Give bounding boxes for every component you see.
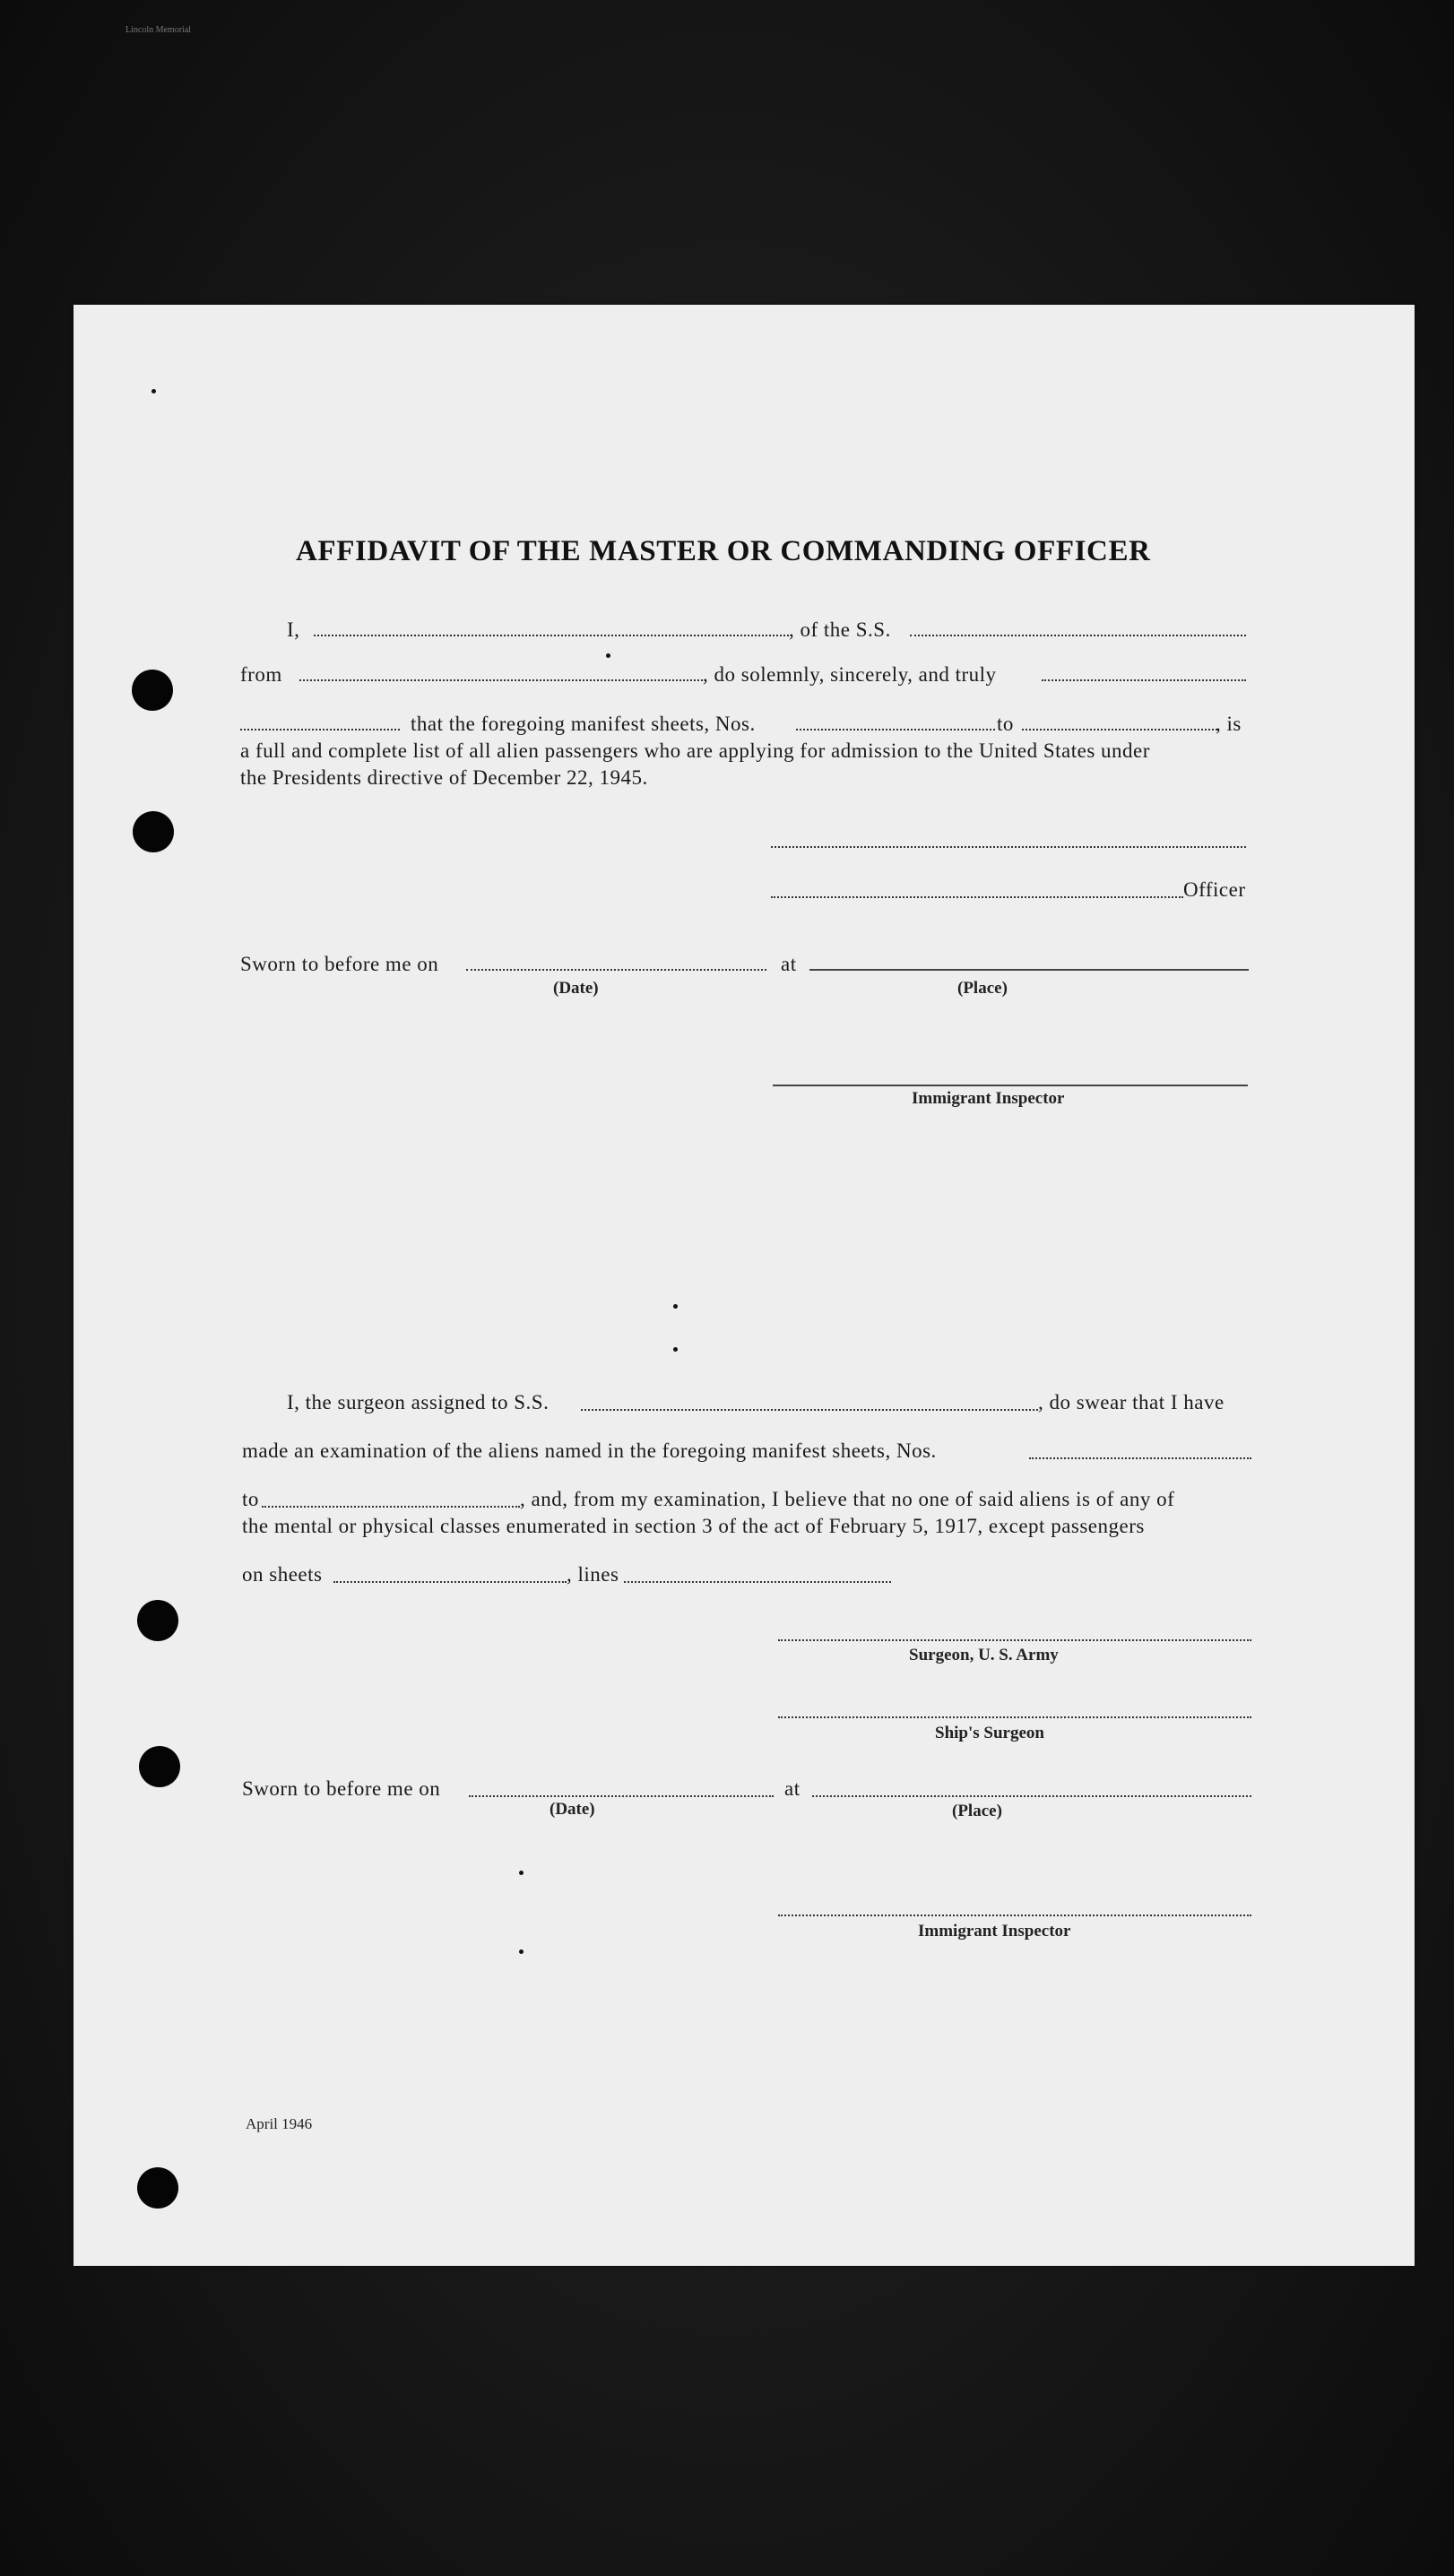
surgeon-except-sheets-field[interactable] bbox=[333, 1581, 567, 1583]
film-speck bbox=[606, 653, 610, 658]
surgeon-sworn-date-field[interactable] bbox=[469, 1795, 774, 1797]
master-oath-field[interactable] bbox=[1042, 679, 1246, 681]
master-line3-end: , is bbox=[1216, 713, 1242, 735]
master-date-caption: (Date) bbox=[553, 979, 599, 998]
master-signature-line-2[interactable] bbox=[771, 896, 1183, 898]
film-edge-tag: Lincoln Memorial bbox=[125, 25, 192, 35]
surgeon-inspector-signature-line[interactable] bbox=[778, 1915, 1251, 1916]
surgeon-line1-text: , do swear that I have bbox=[1038, 1391, 1225, 1413]
surgeon-line1-intro: I, the surgeon assigned to S.S. bbox=[287, 1391, 550, 1413]
surgeon-place-caption: (Place) bbox=[952, 1802, 1002, 1820]
master-line3-text: that the foregoing manifest sheets, Nos. bbox=[411, 713, 756, 735]
surgeon-line5-sheets: on sheets bbox=[242, 1563, 323, 1586]
film-speck bbox=[151, 389, 156, 393]
master-place-caption: (Place) bbox=[957, 979, 1008, 998]
ship-surgeon-signature-line[interactable] bbox=[778, 1716, 1251, 1718]
master-sheet-to-field[interactable] bbox=[1022, 729, 1217, 730]
master-sworn-label: Sworn to before me on bbox=[240, 953, 439, 975]
surgeon-line5-lines: , lines bbox=[567, 1563, 619, 1586]
surgeon-except-lines-field[interactable] bbox=[624, 1581, 891, 1583]
master-line2-text: , do solemnly, sincerely, and truly bbox=[703, 663, 997, 686]
surgeon-at-label: at bbox=[784, 1777, 801, 1800]
master-verb-field[interactable] bbox=[240, 729, 400, 730]
army-surgeon-signature-line[interactable] bbox=[778, 1639, 1251, 1641]
master-sworn-date-field[interactable] bbox=[466, 969, 766, 971]
surgeon-line4: the mental or physical classes enumerated in section 3 of the act of February 5, 1917, except passengers bbox=[242, 1515, 1145, 1537]
master-from-field[interactable] bbox=[299, 679, 703, 681]
master-ship-field[interactable] bbox=[910, 635, 1246, 636]
master-line5: the Presidents directive of December 22, 1945. bbox=[240, 766, 648, 789]
master-inspector-signature-line[interactable] bbox=[773, 1085, 1248, 1086]
ship-surgeon-caption: Ship's Surgeon bbox=[935, 1724, 1044, 1742]
surgeon-line3-to: to bbox=[242, 1488, 259, 1510]
surgeon-ship-field[interactable] bbox=[581, 1409, 1038, 1411]
surgeon-date-caption: (Date) bbox=[550, 1800, 595, 1819]
surgeon-sheets-to-field[interactable] bbox=[262, 1506, 520, 1508]
master-line3-to: to bbox=[997, 713, 1014, 735]
surgeon-sheets-from-field[interactable] bbox=[1029, 1457, 1251, 1459]
film-speck bbox=[519, 1949, 524, 1954]
surgeon-sworn-label: Sworn to before me on bbox=[242, 1777, 441, 1800]
surgeon-sworn-place-field[interactable] bbox=[812, 1795, 1251, 1797]
surgeon-line2: made an examination of the aliens named in the foregoing manifest sheets, Nos. bbox=[242, 1439, 937, 1462]
surgeon-inspector-caption: Immigrant Inspector bbox=[918, 1922, 1071, 1941]
army-surgeon-caption: Surgeon, U. S. Army bbox=[909, 1646, 1059, 1664]
master-line1-intro: I, bbox=[287, 618, 300, 641]
punch-hole-5 bbox=[137, 2167, 178, 2209]
punch-hole-1 bbox=[132, 670, 173, 711]
punch-hole-2 bbox=[133, 811, 174, 852]
master-name-field[interactable] bbox=[314, 635, 789, 636]
punch-hole-4 bbox=[139, 1746, 180, 1787]
form-date-footer: April 1946 bbox=[246, 2115, 313, 2132]
film-speck bbox=[673, 1347, 678, 1352]
affidavit-page bbox=[74, 305, 1415, 2266]
master-inspector-caption: Immigrant Inspector bbox=[912, 1089, 1065, 1108]
master-sheet-from-field[interactable] bbox=[796, 729, 995, 730]
master-at-label: at bbox=[781, 953, 797, 975]
master-line4: a full and complete list of all alien passengers who are applying for admission to the United States under bbox=[240, 739, 1150, 762]
master-sworn-place-field[interactable] bbox=[809, 969, 1249, 971]
page-title: AFFIDAVIT OF THE MASTER OR COMMANDING OFFICER bbox=[296, 535, 1151, 567]
master-line1-ship-label: , of the S.S. bbox=[789, 618, 891, 641]
film-speck bbox=[519, 1871, 524, 1875]
surgeon-line3-text: , and, from my examination, I believe that no one of said aliens is of any of bbox=[520, 1488, 1175, 1510]
master-line2-from: from bbox=[240, 663, 282, 686]
master-signature-line-1[interactable] bbox=[771, 846, 1246, 848]
officer-label: Officer bbox=[1183, 878, 1246, 901]
film-speck bbox=[673, 1304, 678, 1309]
punch-hole-3 bbox=[137, 1600, 178, 1641]
